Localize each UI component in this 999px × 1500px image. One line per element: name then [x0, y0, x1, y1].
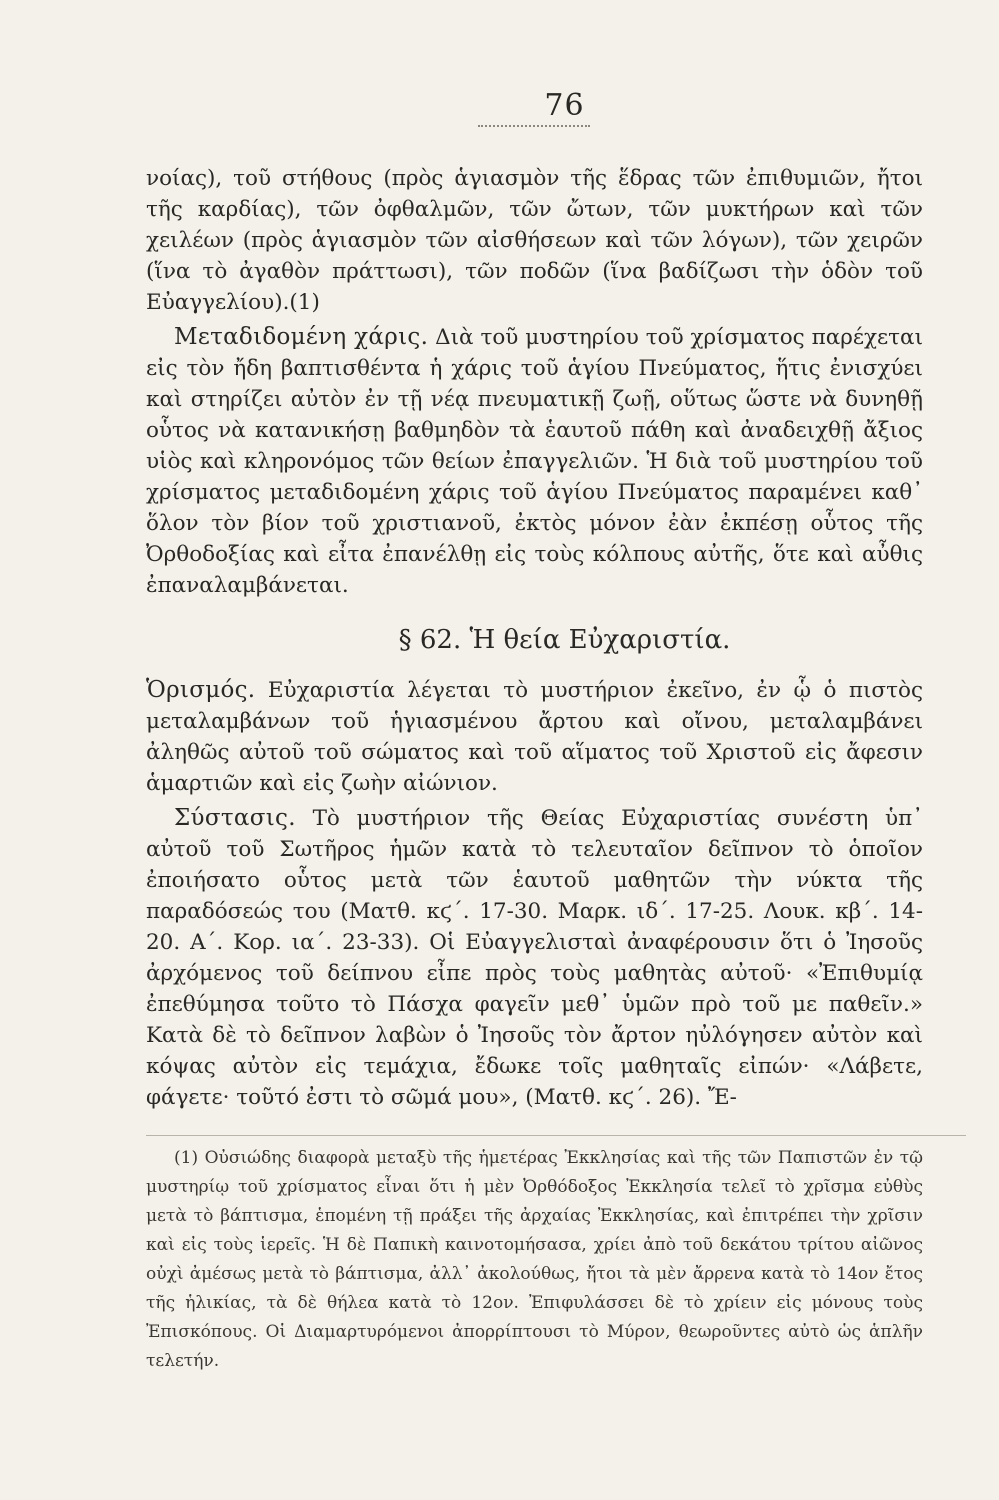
institution-text: Τὸ μυστήριον τῆς Θείας Εὐχαριστίας συνέστη ὑπ᾽ αὐτοῦ τοῦ Σωτῆρος ἡμῶν κατὰ τὸ τελευταῖον δεῖπνον τὸ ὁποῖον ἐποιήσατο οὗτος μετὰ τῶν ἑαυτοῦ μαθητῶν τὴν νύκτα τῆς παραδόσεώς του (Ματθ. κϛ΄. 17-30. Μαρκ. ιδ΄. 17-25. Λουκ. κβ΄. 14-20. Α΄. Κορ. ια΄. 23-33). Οἱ Εὐαγγελισταὶ ἀναφέρουσιν ὅτι ὁ Ἰησοῦς ἀρχόμενος τοῦ δείπνου εἶπε πρὸς τοὺς μαθητὰς αὐτοῦ· «Ἐπιθυμίᾳ ἐπεθύμησα τοῦτο τὸ Πάσχα φαγεῖν μεθ᾽ ὑμῶν πρὸ τοῦ με παθεῖν.» Κατὰ δὲ τὸ δεῖπνον λαβὼν ὁ Ἰησοῦς τὸν ἄρτον ηὐλόγησεν αὐτὸν καὶ κόψας αὐτὸν εἰς τεμάχια, ἔδωκε τοῖς μαθηταῖς εἰπών· «Λάβετε, φάγετε· τοῦτό ἐστι τὸ σῶμά μου», (Ματθ. κϛ΄. 26). Ἔ- — [146, 806, 923, 1110]
definition-text: Εὐχαριστία λέγεται τὸ μυστήριον ἐκεῖνο, ἐν ᾧ ὁ πιστὸς μεταλαμβάνων τοῦ ἡγιασμένου ἄρτου καὶ οἴνου, μεταλαμβάνει ἀληθῶς αὐτοῦ τοῦ σώματος καὶ τοῦ αἵματος τοῦ Χριστοῦ εἰς ἄφεσιν ἁμαρτιῶν καὶ εἰς ζωὴν αἰώνιον. — [146, 678, 923, 796]
intro-paragraph: νοίας), τοῦ στήθους (πρὸς ἁγιασμὸν τῆς ἕδρας τῶν ἐπιθυμιῶν, ἤτοι τῆς καρδίας), τῶν ὀφθαλμῶν, τῶν ὤτων, τῶν μυκτήρων καὶ τῶν χειλέων (πρὸς ἁγιασμὸν τῶν αἰσθήσεων καὶ τῶν λόγων), τῶν χειρῶν (ἵνα τὸ ἀγαθὸν πράττωσι), τῶν ποδῶν (ἵνα βαδίζωσι τὴν ὁδὸν τοῦ Εὐαγγελίου).(1) — [146, 166, 923, 315]
grace-paragraph — [146, 322, 923, 601]
footnote — [146, 1144, 923, 1376]
footnote-text: (1) Οὐσιώδης διαφορὰ μεταξὺ τῆς ἡμετέρας Ἐκκλησίας καὶ τῆς τῶν Παπιστῶν ἐν τῷ μυστηρίῳ τοῦ χρίσματος εἶναι ὅτι ἡ μὲν Ὀρθόδοξος Ἐκκλησία τελεῖ τὸ χρῖσμα εὐθὺς μετὰ τὸ βάπτισμα, ἑπομένη τῇ πράξει τῆς ἀρχαίας Ἐκκλησίας, καὶ ἐπιτρέπει τὴν χρῖσιν καὶ εἰς τοὺς ἱερεῖς. Ἡ δὲ Παπικὴ καινοτομήσασα, χρίει ἀπὸ τοῦ δεκάτου τρίτου αἰῶνος οὐχὶ ἀμέσως μετὰ τὸ βάπτισμα, ἀλλ᾽ ἀκολούθως, ἤτοι τὰ μὲν ἄρρενα κατὰ τὸ 14ον ἔτος τῆς ἡλικίας, τὰ δὲ θήλεα κατὰ τὸ 12ον. Ἐπιφυλάσσει δὲ τὸ χρίειν εἰς μόνους τοὺς Ἐπισκόπους. Οἱ Διαμαρτυρόμενοι ἀπορρίπτουσι τὸ Μύρον, θεωροῦντες αὐτὸ ὡς ἁπλῆν τελετήν. — [146, 1148, 923, 1371]
definition-paragraph — [146, 675, 923, 799]
institution-paragraph — [146, 803, 923, 1113]
footnote-rule — [146, 1135, 966, 1136]
grace-term: Μεταδιδομένη χάρις. — [174, 324, 429, 350]
definition-term: Ὁρισμός. — [146, 677, 256, 703]
page-number: 76 — [544, 88, 585, 123]
page-number-rule — [478, 125, 590, 127]
grace-text: Διὰ τοῦ μυστηρίου τοῦ χρίσματος παρέχεται εἰς τὸν ἤδη βαπτισθέντα ἡ χάρις τοῦ ἁγίου Πνεύματος, ἥτις ἐνισχύει καὶ στηρίζει αὐτὸν ἐν τῇ νέᾳ πνευματικῇ ζωῇ, οὕτως ὥστε νὰ δυνηθῇ οὗτος νὰ κατανικήσῃ βαθμηδὸν τὰ ἑαυτοῦ πάθη καὶ ἀναδειχθῇ ἄξιος υἱὸς καὶ κληρονόμος τῶν θείων ἐπαγγελιῶν. Ἡ διὰ τοῦ μυστηρίου τοῦ χρίσματος μεταδιδομένη χάρις τοῦ ἁγίου Πνεύματος παραμένει καθ᾽ ὅλον τὸν βίον τοῦ χριστιανοῦ, ἐκτὸς μόνον ἐὰν ἐκπέσῃ οὗτος τῆς Ὀρθοδοξίας καὶ εἶτα ἐπανέλθῃ εἰς τοὺς κόλπους αὐτῆς, ὅτε καὶ αὖθις ἐπαναλαμβάνεται. — [146, 325, 924, 598]
section-heading: § 62. Ἡ θεία Εὐχαριστία. — [398, 625, 731, 655]
institution-term: Σύστασις. — [174, 805, 296, 831]
